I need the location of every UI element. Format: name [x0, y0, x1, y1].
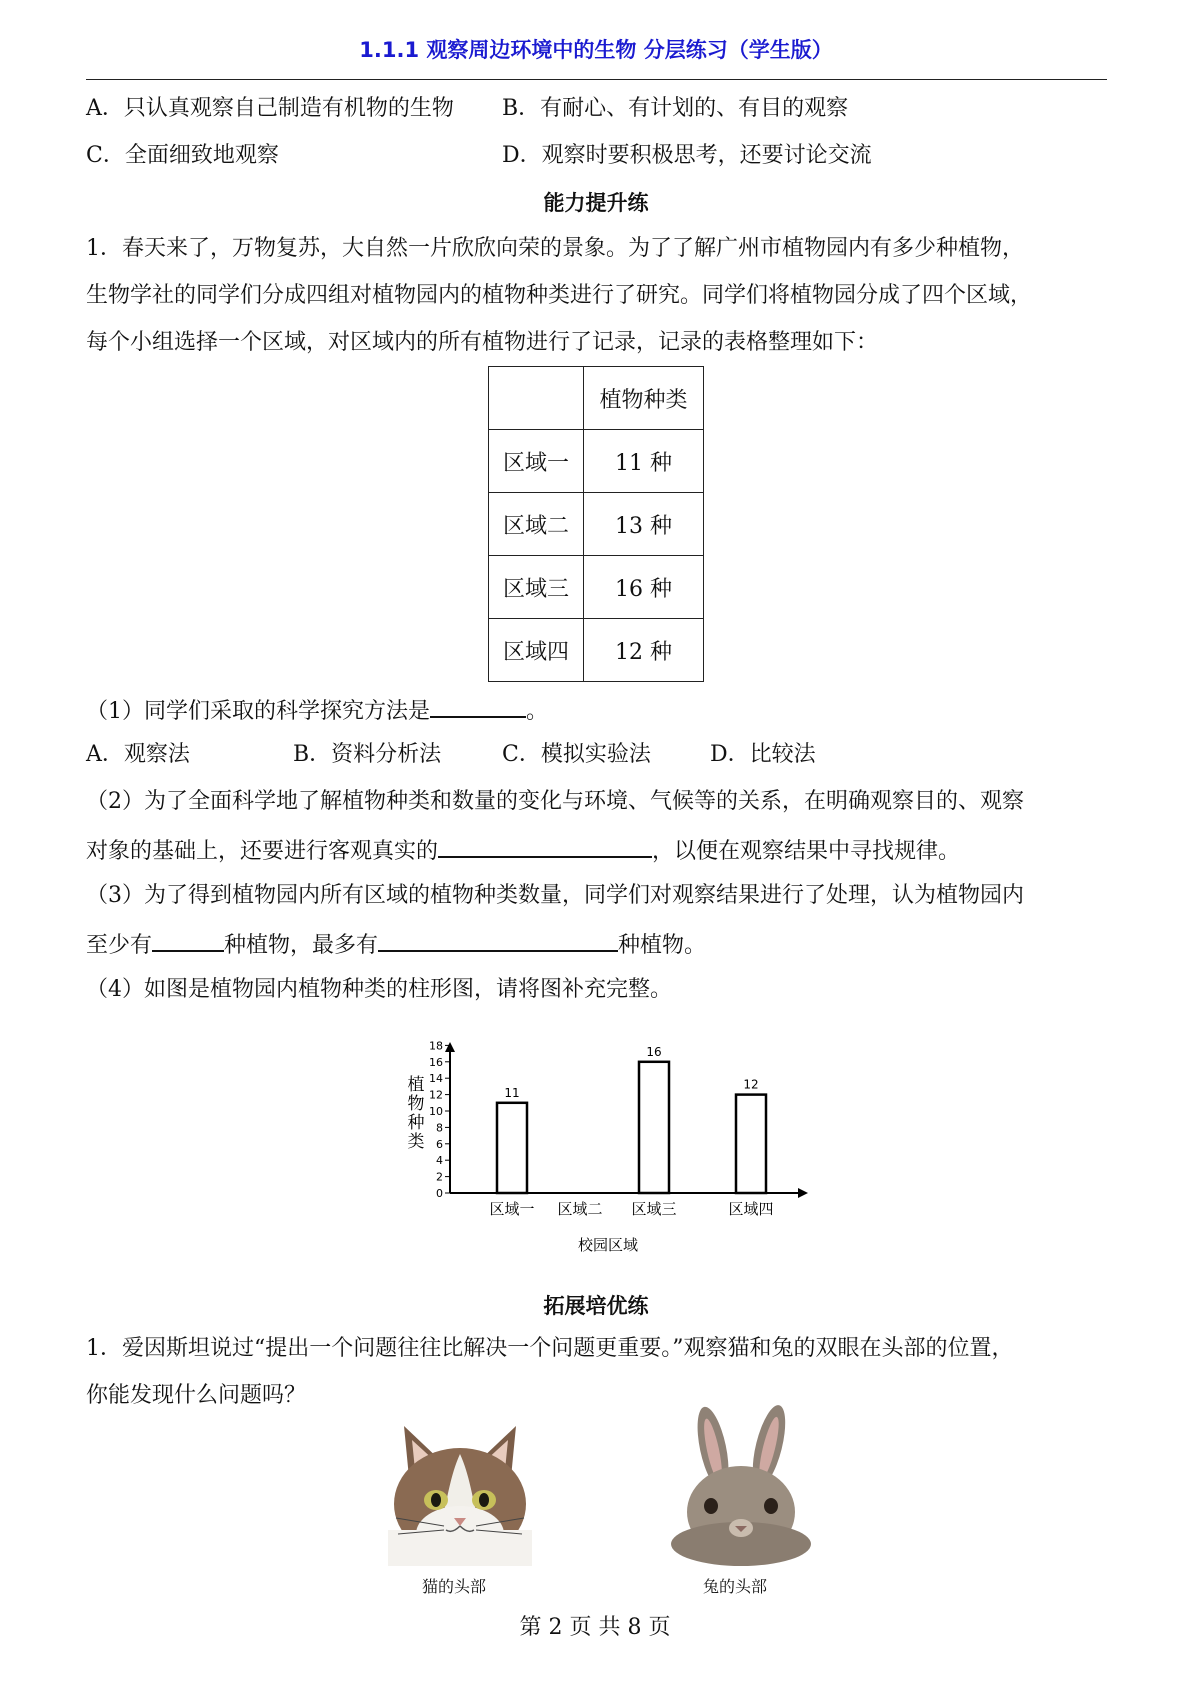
table-cell: 11 种 — [584, 430, 704, 493]
y-tick-label: 0 — [436, 1187, 443, 1200]
sub-question-3-line1: （3）为了得到植物园内所有区域的植物种类数量，同学们对观察结果进行了处理，认为植物园内 — [86, 883, 1025, 908]
y-axis-title-char: 类 — [407, 1132, 425, 1152]
bar — [639, 1062, 669, 1193]
sub-question-2-line1: （2）为了全面科学地了解植物种类和数量的变化与环境、气候等的关系，在明确观察目的、观察 — [86, 789, 1025, 814]
plant-species-table — [488, 366, 704, 682]
option-d: D．观察时要积极思考，还要讨论交流 — [502, 143, 872, 168]
bar-data-label: 12 — [743, 1077, 759, 1092]
plant-species-bar-chart — [400, 1030, 820, 1260]
option-a: A．只认真观察自己制造有机物的生物 — [86, 96, 454, 121]
x-tick-label: 区域四 — [728, 1200, 774, 1218]
sub-question-3-text-c: 种植物。 — [618, 933, 707, 958]
rabbit-head-image — [665, 1404, 815, 1566]
header-title: 1.1.1 观察周边环境中的生物 分层练习（学生版） — [359, 38, 833, 62]
table-header-row — [489, 367, 704, 430]
table-cell: 区域二 — [489, 493, 584, 556]
page-footer: 第 2 页 共 8 页 — [519, 1615, 671, 1640]
y-axis-title-char: 植 — [407, 1075, 425, 1095]
sub-question-1-text: （1）同学们采取的科学探究方法是 — [86, 699, 430, 724]
y-tick-label: 6 — [436, 1137, 443, 1151]
question2-line1: 1．爱因斯坦说过“提出一个问题往往比解决一个问题更重要。”观察猫和兔的双眼在头部的位置， — [86, 1336, 1014, 1361]
sub-question-1-end: 。 — [526, 699, 549, 724]
answer-blank[interactable] — [152, 928, 224, 952]
sub-question-2-text-a: 对象的基础上，还要进行客观真实的 — [86, 839, 439, 864]
cat-head-image — [380, 1418, 540, 1566]
table-cell: 16 种 — [584, 556, 704, 619]
x-tick-label: 区域三 — [631, 1200, 677, 1218]
x-tick-label: 区域二 — [557, 1200, 603, 1218]
x-tick-label: 区域一 — [489, 1200, 535, 1218]
sub1-option-c: C．模拟实验法 — [502, 742, 651, 767]
y-tick-label: 8 — [436, 1121, 443, 1135]
y-tick-label: 10 — [429, 1105, 443, 1118]
table-header-cell — [489, 367, 584, 430]
table-cell: 12 种 — [584, 619, 704, 682]
bar-data-label: 11 — [504, 1085, 520, 1100]
table-cell: 区域一 — [489, 430, 584, 493]
section-title-ability: 能力提升练 — [543, 191, 649, 215]
table-cell: 区域四 — [489, 619, 584, 682]
y-tick-label: 2 — [436, 1170, 443, 1184]
y-axis-title-char: 种 — [407, 1113, 425, 1133]
rabbit-caption: 兔的头部 — [703, 1577, 768, 1596]
sub-question-3-text-a: 至少有 — [86, 933, 153, 958]
sub-question-4: （4）如图是植物园内植物种类的柱形图，请将图补充完整。 — [86, 977, 672, 1002]
sub-question-2-line2 — [86, 834, 960, 867]
answer-blank[interactable] — [430, 694, 526, 718]
table-cell: 区域三 — [489, 556, 584, 619]
table-row — [489, 619, 704, 682]
table-row — [489, 430, 704, 493]
option-c: C．全面细致地观察 — [86, 143, 279, 168]
bar — [497, 1103, 527, 1193]
sub-question-3-text-b: 种植物，最多有 — [224, 933, 379, 958]
bar — [736, 1095, 766, 1193]
y-tick-label: 12 — [429, 1088, 443, 1102]
answer-blank[interactable] — [438, 834, 652, 858]
y-tick-label: 18 — [429, 1039, 443, 1053]
sub1-option-d: D．比较法 — [710, 742, 816, 767]
table-row — [489, 493, 704, 556]
header-divider — [86, 79, 1107, 80]
y-axis-title-char: 物 — [407, 1094, 425, 1114]
sub-question-1 — [86, 694, 548, 727]
section-title-extension: 拓展培优练 — [543, 1294, 649, 1318]
sub-question-3-line2 — [86, 928, 706, 961]
table-cell: 13 种 — [584, 493, 704, 556]
question1-line3: 每个小组选择一个区域，对区域内的所有植物进行了记录，记录的表格整理如下： — [86, 330, 879, 355]
sub-question-2-text-b: ，以便在观察结果中寻找规律。 — [652, 839, 961, 864]
y-tick-label: 16 — [429, 1055, 443, 1069]
table-row — [489, 556, 704, 619]
bar-data-label: 16 — [646, 1044, 662, 1059]
cat-caption: 猫的头部 — [422, 1577, 487, 1596]
y-tick-label: 14 — [429, 1072, 443, 1086]
table-header-cell: 植物种类 — [584, 367, 704, 430]
sub1-option-b: B．资料分析法 — [293, 742, 442, 767]
question1-line1: 1．春天来了，万物复苏，大自然一片欣欣向荣的景象。为了了解广州市植物园内有多少种植物， — [86, 236, 1025, 261]
option-b: B．有耐心、有计划的、有目的观察 — [502, 96, 849, 121]
answer-blank[interactable] — [378, 928, 618, 952]
y-tick-label: 4 — [436, 1154, 443, 1168]
x-axis-title: 校园区域 — [577, 1236, 639, 1254]
question1-line2: 生物学社的同学们分成四组对植物园内的植物种类进行了研究。同学们将植物园分成了四个区域， — [86, 283, 1033, 308]
sub1-option-a: A．观察法 — [86, 742, 190, 767]
question2-line2: 你能发现什么问题吗？ — [86, 1383, 307, 1408]
